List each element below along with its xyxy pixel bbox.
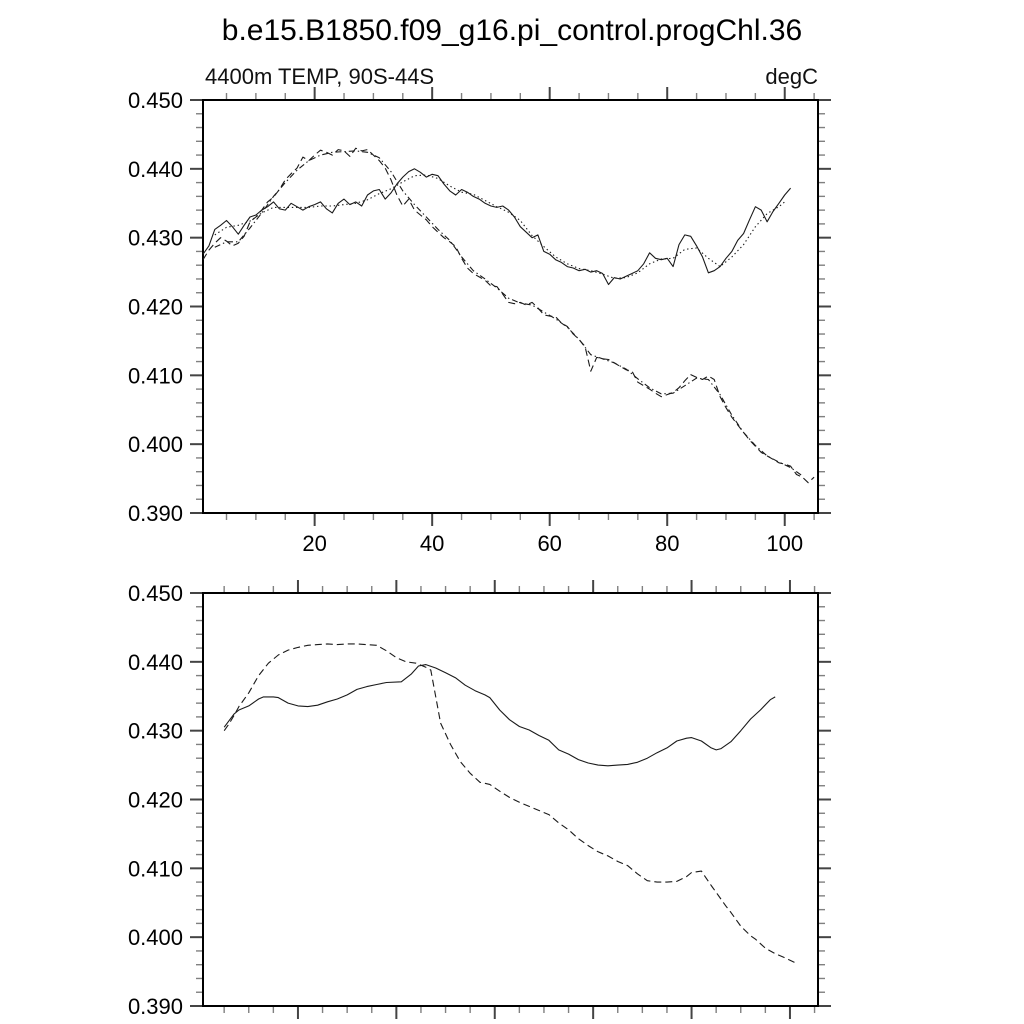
top-ticks xyxy=(190,87,831,526)
bottom-y-tick-label: 0.400 xyxy=(127,925,183,951)
series-temp-smoothed-run2 xyxy=(215,151,803,476)
top-x-tick-label: 100 xyxy=(766,531,804,556)
series-temp-annual-run1 xyxy=(203,169,791,285)
bottom-y-tick-label: 0.410 xyxy=(127,856,183,882)
top-plot-frame xyxy=(203,100,818,513)
bottom-panel xyxy=(128,580,831,1019)
bottom-y-tick-label: 0.440 xyxy=(127,649,183,675)
series-temp-lowpass-run1 xyxy=(224,665,775,766)
figure-title: b.e15.B1850.f09_g16.pi_control.progChl.36 xyxy=(221,14,803,47)
top-panel-units-label: degC xyxy=(765,64,818,89)
top-x-tick-label: 20 xyxy=(302,531,327,556)
top-y-tick-label: 0.390 xyxy=(127,501,183,526)
series-temp-annual-run2 xyxy=(203,148,814,483)
top-x-axis-labels xyxy=(302,531,803,556)
top-y-tick-label: 0.420 xyxy=(127,294,183,320)
bottom-y-tick-label: 0.390 xyxy=(127,994,183,1019)
top-panel-left-subtitle: 4400m TEMP, 90S-44S xyxy=(205,64,435,89)
top-y-tick-label: 0.430 xyxy=(127,225,183,251)
bottom-y-tick-label: 0.430 xyxy=(127,718,183,744)
top-x-tick-label: 60 xyxy=(537,531,562,556)
top-x-tick-label: 40 xyxy=(419,531,445,556)
series-temp-lowpass-run2 xyxy=(224,644,795,963)
top-y-tick-label: 0.400 xyxy=(127,432,183,458)
top-panel xyxy=(128,87,831,556)
bottom-y-tick-label: 0.420 xyxy=(127,787,183,813)
bottom-y-axis-labels xyxy=(128,581,183,1019)
bottom-y-tick-label: 0.450 xyxy=(127,581,183,606)
top-y-tick-label: 0.450 xyxy=(127,88,183,113)
top-y-axis-labels xyxy=(128,88,183,526)
top-y-tick-label: 0.440 xyxy=(127,156,183,182)
bottom-plot-frame xyxy=(203,593,818,1006)
series-temp-smoothed-run1 xyxy=(215,175,785,278)
bottom-ticks xyxy=(190,580,831,1019)
top-y-tick-label: 0.410 xyxy=(127,363,183,389)
top-x-tick-label: 80 xyxy=(654,531,680,556)
